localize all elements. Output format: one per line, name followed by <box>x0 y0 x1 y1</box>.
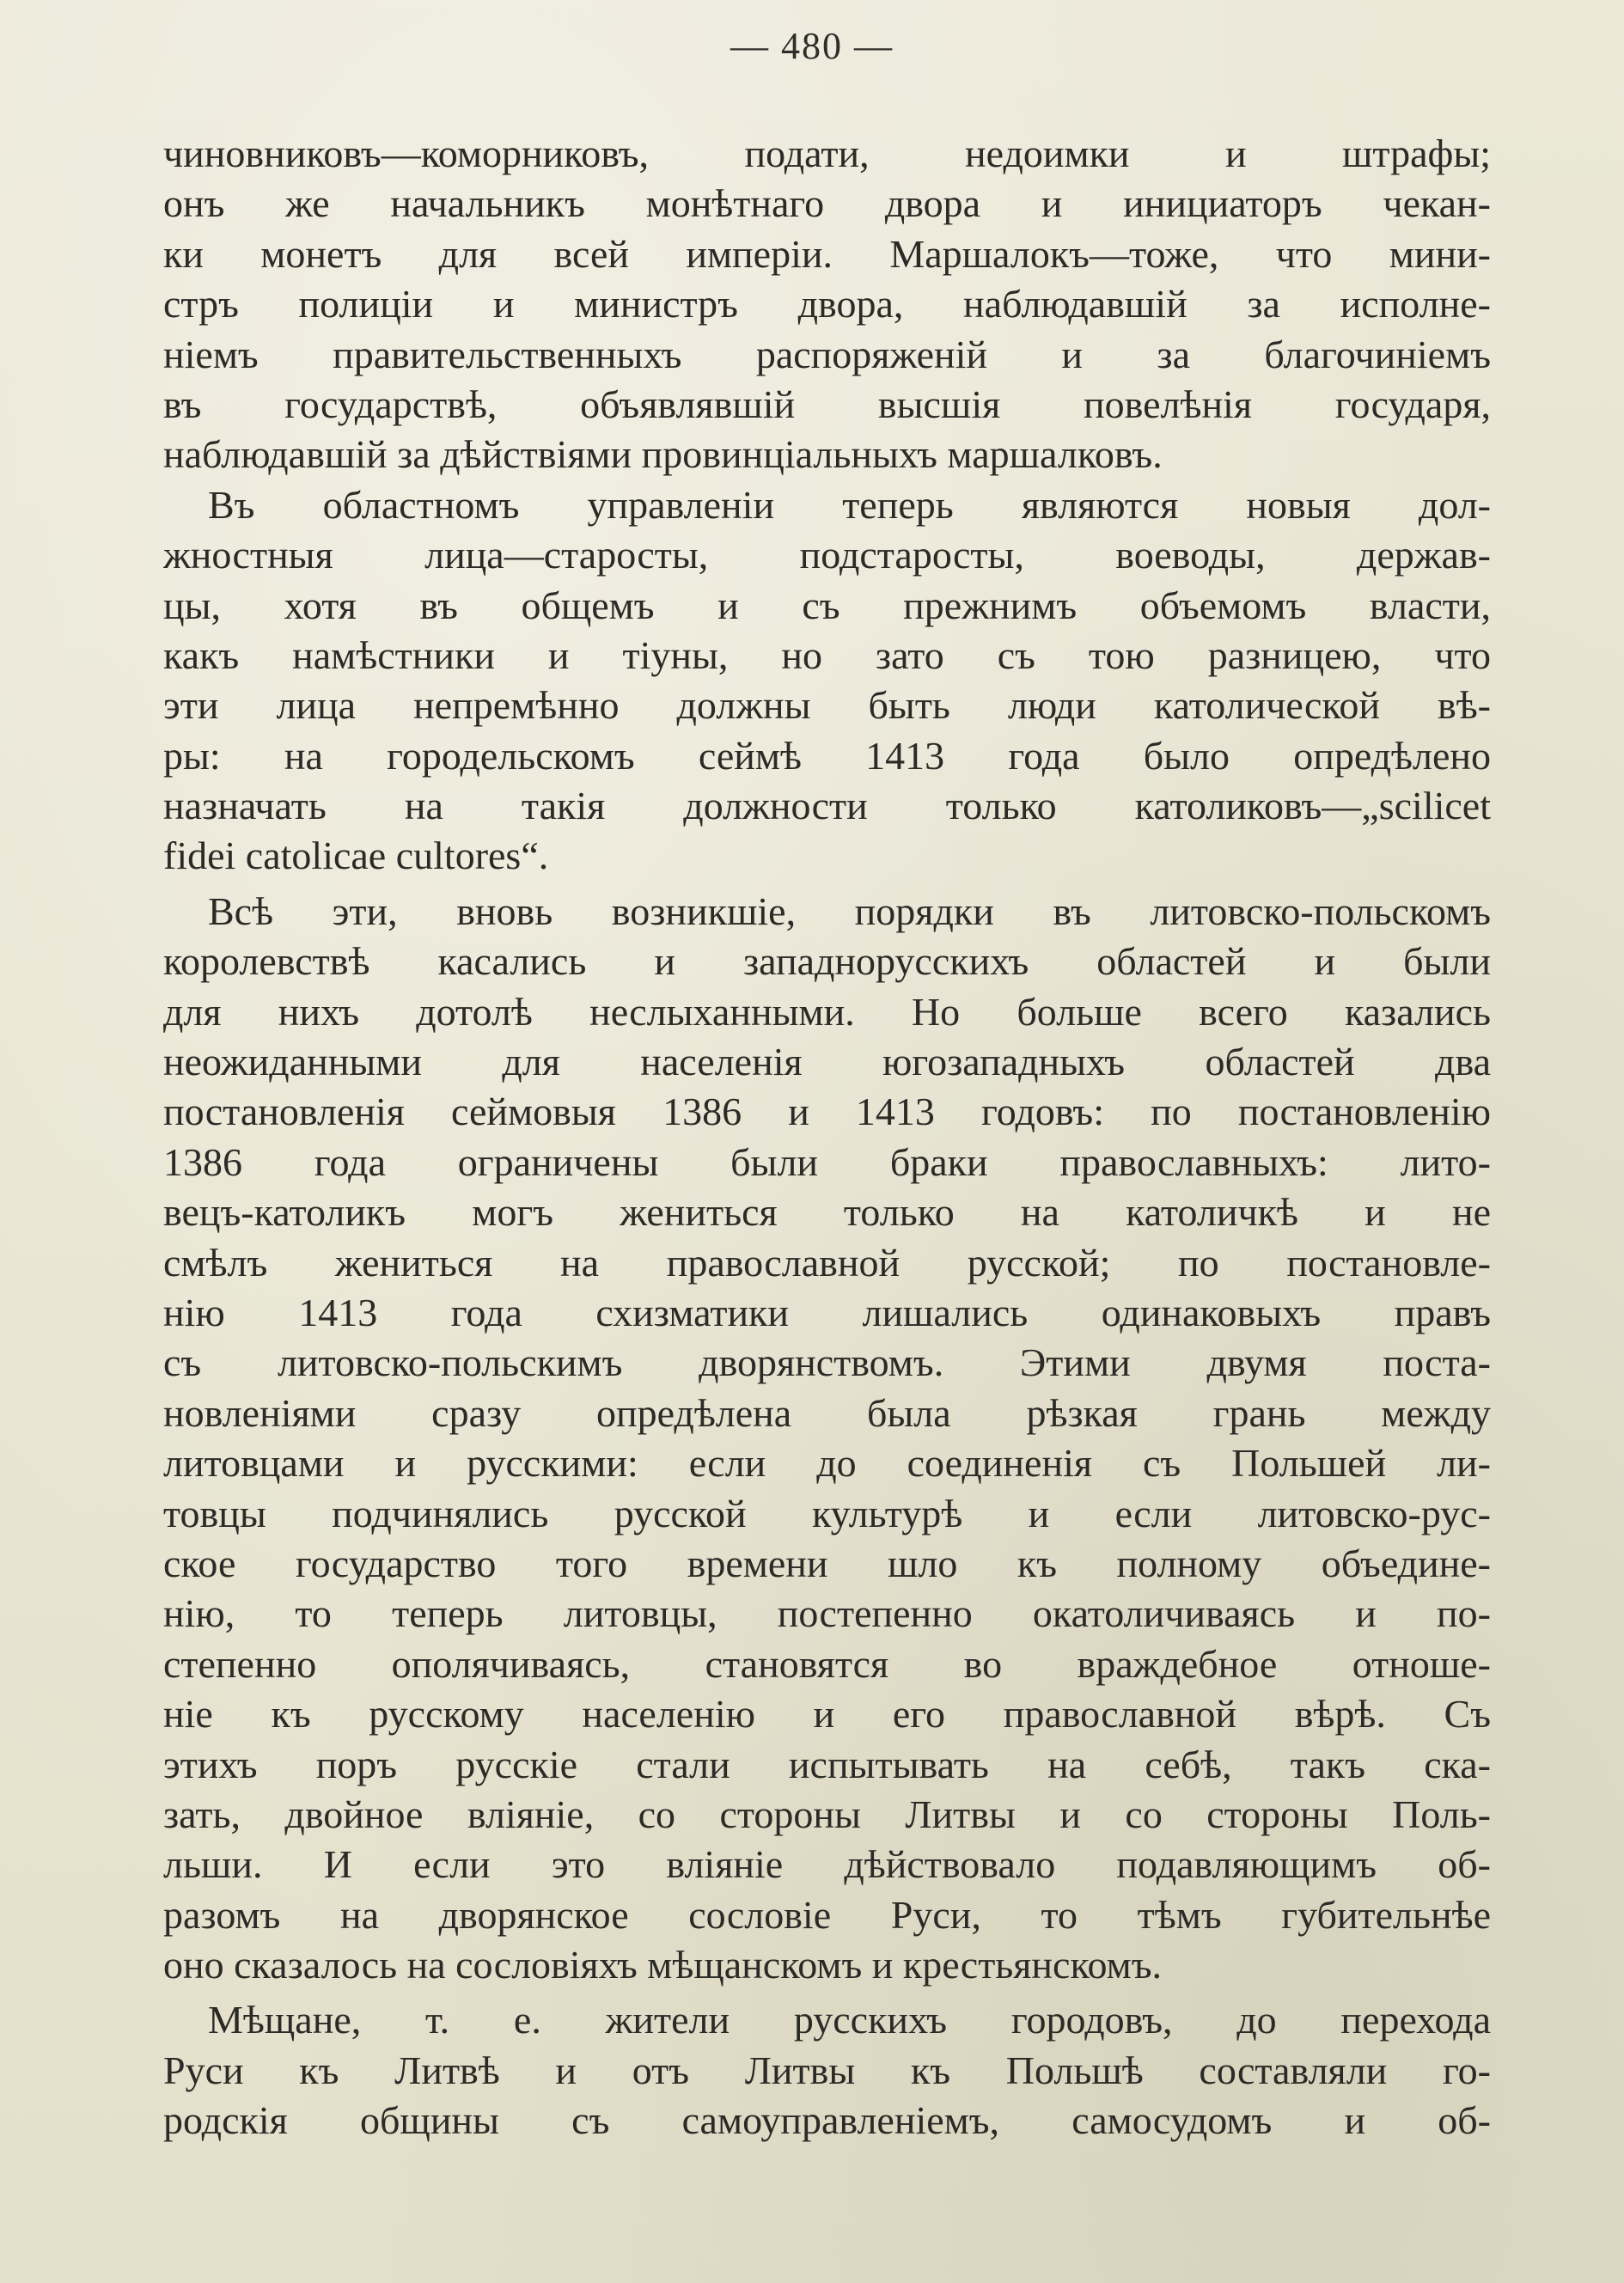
text-line: неожиданными для населенія югозападныхъ областей два <box>163 1040 1491 1084</box>
text-line: наблюдавшій за дѣйствіями провинціальныхъ маршалковъ. <box>163 432 1163 477</box>
text-line: 1386 года ограничены были браки православныхъ: лито- <box>163 1139 1491 1184</box>
text-line: смѣлъ жениться на православной русской; по постановле- <box>163 1240 1491 1285</box>
text-line: ніе къ русскому населенію и его православной вѣрѣ. Съ <box>163 1692 1491 1737</box>
page-number: — 480 — <box>730 25 894 67</box>
text-line: эти лица непремѣнно должны быть люди католической вѣ- <box>163 683 1491 728</box>
text-line: какъ намѣстники и тіуны, но зато съ тою разницею, что <box>163 632 1491 677</box>
text-line: Руси къ Литвѣ и отъ Литвы къ Польшѣ составляли го- <box>163 2048 1491 2092</box>
text-line: назначать на такія должности только католиковъ—„scilicet <box>163 784 1491 828</box>
text-line: цы, хотя въ общемъ и съ прежнимъ объемомъ власти, <box>163 583 1491 627</box>
text-line: родскія общины съ самоуправленіемъ, самосудомъ и об- <box>163 2098 1491 2143</box>
text-line: въ государствѣ, объявлявшій высшія повелѣнія государя, <box>163 382 1491 426</box>
text-line: этихъ поръ русскіе стали испытывать на себѣ, такъ ска- <box>163 1742 1491 1786</box>
text-line: зать, двойное вліяніе, со стороны Литвы и со стороны Поль- <box>163 1792 1491 1836</box>
text-line: чиновниковъ—коморниковъ, подати, недоимки и штрафы; <box>163 131 1491 175</box>
body-text <box>163 129 1491 2146</box>
text-line: нію 1413 года схизматики лишались одинаковыхъ правъ <box>163 1290 1491 1334</box>
text-line: вецъ-католикъ могъ жениться только на католичкѣ и не <box>163 1190 1491 1235</box>
text-line: товцы подчинялись русской культурѣ и если литовско-рус- <box>163 1491 1491 1535</box>
text-line: нію, то теперь литовцы, постепенно окатоличиваясь и по- <box>163 1591 1491 1636</box>
text-line: для нихъ дотолѣ неслыханными. Но больше всего казались <box>163 989 1491 1034</box>
text-line: стръ полиціи и министръ двора, наблюдавшій за исполне- <box>163 282 1491 327</box>
text-line: жностныя лица—старосты, подстаросты, воеводы, держав- <box>163 533 1491 577</box>
text-line: ское государство того времени шло къ полному объедине- <box>163 1541 1491 1585</box>
text-line: постановленія сеймовыя 1386 и 1413 годовъ: по постановленію <box>163 1090 1491 1134</box>
text-line: степенно ополячиваясь, становятся во враждебное отноше- <box>163 1641 1491 1686</box>
text-line: новленіями сразу опредѣлена была рѣзкая грань между <box>163 1390 1491 1435</box>
paragraph-start-line: Всѣ эти, вновь возникшіе, порядки въ литовско-польскомъ <box>208 888 1491 933</box>
paragraph-start-line: Въ областномъ управленіи теперь являются новыя дол- <box>208 482 1491 527</box>
text-line: королевствѣ касались и западнорусскихъ областей и были <box>163 939 1491 984</box>
text-line: онъ же начальникъ монѣтнаго двора и инициаторъ чекан- <box>163 181 1491 226</box>
text-line: ки монетъ для всей имперіи. Маршалокъ—тоже, что мини- <box>163 231 1491 276</box>
paragraph-start-line: Мѣщане, т. е. жители русскихъ городовъ, до перехода <box>208 1998 1491 2042</box>
text-line: ры: на городельскомъ сеймѣ 1413 года было опредѣлено <box>163 733 1491 778</box>
text-line: ніемъ правительственныхъ распоряженій и за благочиніемъ <box>163 332 1491 376</box>
text-line: льши. И если это вліяніе дѣйствовало подавляющимъ об- <box>163 1842 1491 1887</box>
text-line: съ литовско-польскимъ дворянствомъ. Этими двумя поста- <box>163 1340 1491 1385</box>
text-line: оно сказалось на сословіяхъ мѣщанскомъ и крестьянскомъ. <box>163 1943 1162 1987</box>
text-line: fidei catolicae cultores“. <box>163 833 549 878</box>
text-line: литовцами и русскими: если до соединенія съ Польшей ли- <box>163 1441 1491 1486</box>
text-line: разомъ на дворянское сословіе Руси, то тѣмъ губительнѣе <box>163 1892 1491 1937</box>
